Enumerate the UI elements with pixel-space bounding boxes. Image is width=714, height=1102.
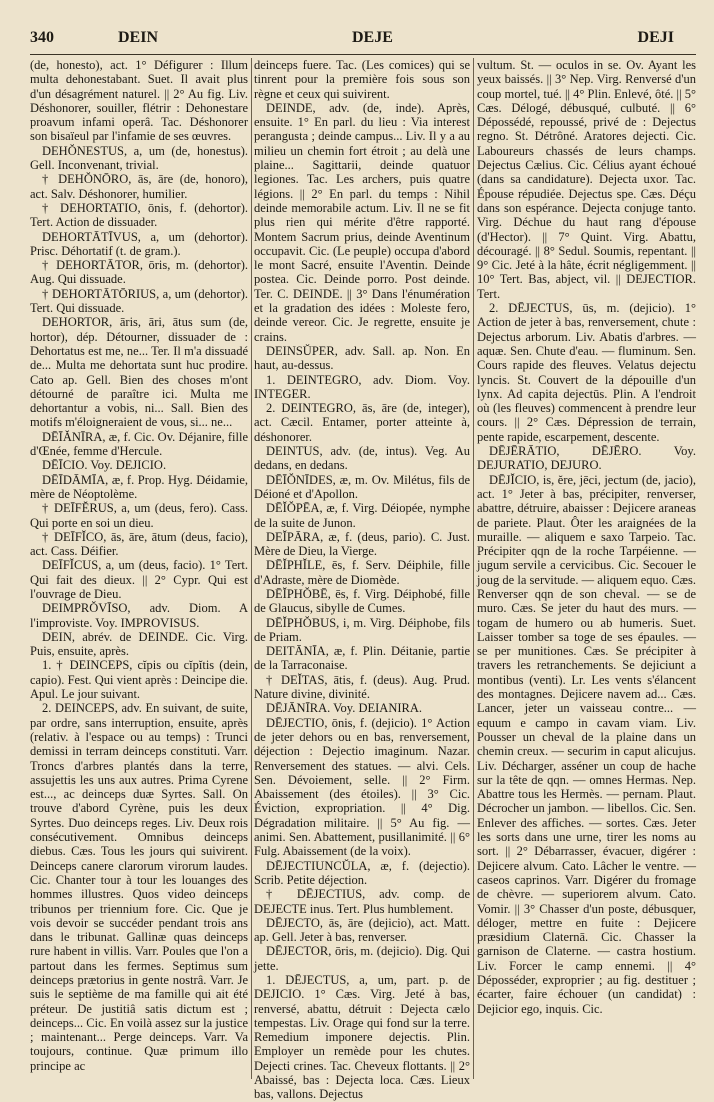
dictionary-entry: DĒJĬCIO, is, ĕre, jēci, jectum (de, jacio), act. 1° Jeter à bas, précipiter, renverser, abattre, détruire, abaisser : Dejicere araneas de pariete. Plaut. Ôter les araignées de la muraille. — aliquem e saxo Tarpeio. Tac. Précipiter qqn de la roche Tarpéienne. — jugum servile a cervicibus. Cic. Secouer le joug de la servitude. — aliquem equo. Cæs. Renverser qqn de son cheval. — se de muro. Cæs. Se jeter du haut des murs. — togam de humero ou ab humeris. Suet. Laisser tomber sa toge de ses épaules. — se per munitiones. Cæs. Se précipiter à travers les retranchements. Se dejiciunt a montibus (venti). Lr. Les vents s'élancent des montagnes. Dejicere navem ad... Cæs. Lancer, jeter un vaisseau contre... — equum e campo in cavam viam. Liv. Pousser un cheval de la plaine dans un chemin creux. — securim in caput alicujus. Liv. Décharger, asséner un coup de hache sur la tête de qqn. — omnes Hermas. Nep. Abattre tous les Hermès. — pernam. Plaut. Décrocher un jambon. — libellos. Cic. Sen. Enlever des affiches. — sortes. Cæs. Jeter les sorts dans une urne, tirer les noms au sort. || 2° Débarrasser, évacuer, digérer : Dejicere alvum. Cato. Lâcher le ventre. — caseos caprinos. Varr. Digérer du fromage de chèvre. — superiorem alvum. Cato. Vomir. || 3° Chasser d'un poste, débusquer, déloger, mettre en fuite : Dejicere præsidium Claternā. Cic. Chasser la garnison de Claterne. — castra hostium. Liv. Forcer le camp ennemi. || 4° Déposséder, exproprier ; au fig. destituer ; écarter, faire échouer (un candidat) : Dejicior ego, inquis. Cic. xyxy=(477,472,696,1016)
column-right xyxy=(477,58,696,1078)
dictionary-entry: DEĪFĬCUS, a, um (deus, facio). 1° Tert. Qui fait des dieux. || 2° Cypr. Qui est l'ouvrage de Dieu. xyxy=(30,558,248,601)
dictionary-entry: 2. DĒJECTUS, ūs, m. (dejicio). 1° Action de jeter à bas, renversement, chute : Dejectus arborum. Liv. Abatis d'arbres. — aquæ. Sen. Chute d'eau. — fluminum. Sen. Cours rapide des fleuves. Velatus dejectu lyncis. St. Couvert de la dépouille d'un lynx. Ad capita dejectūs. Plin. A l'endroit où (les fleuves) commencent à prendre leur cours. || 2° Cæs. Dépression de terrain, pente rapide, escarpement, descente. xyxy=(477,301,696,444)
dictionary-entry: DĒĬPHĬLE, ēs, f. Serv. Déiphile, fille d'Adraste, mère de Diomède. xyxy=(254,558,470,587)
dictionary-entry: 1. DEINTEGRO, adv. Diom. Voy. INTEGER. xyxy=(254,372,470,401)
dictionary-entry: † DEĬTAS, ātis, f. (deus). Aug. Prud. Nature divine, divinité. xyxy=(254,672,470,702)
dictionary-entry: DĒĬPHŎBĒ, ēs, f. Virg. Déiphobé, fille de Glaucus, sibylle de Cumes. xyxy=(254,586,470,616)
dictionary-entry: DĒJĒRĀTIO, DĒJĒRO. Voy. DEJURATIO, DEJURO. xyxy=(477,444,696,473)
column-middle xyxy=(254,58,470,1102)
dictionary-entry: DEHORTOR, āris, āri, ātus sum (de, hortor), dép. Détourner, dissuader de : Dehortatus est me, ne... Ter. Il m'a dissuadé de... Multa me dehortata sunt huc prodire. Cato ap. Gell. Bien des choses m'ont détourné de paraître ici. Multa me dehortantur a vobis, ni... Sall. Bien des motifs m'éloigneraient de vous, si... ne... xyxy=(30,315,248,430)
column-divider xyxy=(251,58,252,1079)
dictionary-entry: DEĬPĀRA, æ, f. (deus, pario). C. Just. Mère de Dieu, la Vierge. xyxy=(254,529,470,559)
column-left xyxy=(30,58,248,1078)
dictionary-entry: DĒĬPHŎBUS, i, m. Virg. Déiphobe, fils de Priam. xyxy=(254,615,470,644)
dictionary-entry: 1. DĒJECTUS, a, um, part. p. de DEJICIO. 1° Cæs. Virg. Jeté à bas, renversé, abattu, détruit : Dejecta cælo tempestas. Liv. Orage qui fond sur la terre. Remedium imponere dejectis. Plin. Employer un remède pour les chutes. Dejecti crines. Tac. Cheveux flottants. || 2° Abaissé, bas : Dejecta loca. Cæs. Lieux bas, vallons. Dejectus xyxy=(254,973,470,1102)
dictionary-entry: DĒJECTO, ās, āre (dejicio), act. Matt. ap. Gell. Jeter à bas, renverser. xyxy=(254,915,470,945)
dictionary-entry: DEIN, abrév. de DEINDE. Cic. Virg. Puis, ensuite, après. xyxy=(30,629,248,659)
dictionary-entry: DĒJECTIUNCŬLA, æ, f. (dejectio). Scrib. Petite déjection. xyxy=(254,858,470,887)
header-rule xyxy=(30,54,696,55)
dictionary-entry: DEHORTĀTĪVUS, a, um (dehortor). Prisc. Déhortatif (t. de gram.). xyxy=(30,229,248,258)
dictionary-entry: DĒĪCIO. Voy. DEJICIO. xyxy=(42,458,167,473)
dictionary-entry: vultum. St. — oculos in se. Ov. Ayant les yeux baissés. || 3° Nep. Virg. Renversé d'un coup mortel, tué. || 4° Plin. Enlevé, ôté. || 5° Cæs. Délogé, débusqué, culbuté. || 6° Dépossédé, repoussé, privé de : Dejectus regno. St. Détrôné. Aratores dejecti. Cic. Laboureurs chassés de leurs champs. Dejectus Cælius. Cic. Célius ayant échoué (dans sa candidature). Dejecta uxor. Tac. Épouse répudiée. Dejectus spe. Cæs. Déçu dans son espérance. Dejecta conjuge tanto. Virg. Déchue du haut rang d'épouse (d'Hector). || 7° Quint. Virg. Abattu, découragé. || 8° Sedul. Soumis, repentant. || 9° Cic. Jeté à la hâte, écrit négligemment. || 10° Tert. Bas, abject, vil. || DEJECTIOR. Tert. xyxy=(477,58,696,301)
dictionary-entry: DEITĀNĪA, æ, f. Plin. Déitanie, partie de la Tarraconaise. xyxy=(254,644,470,673)
dictionary-entry: 1. † DEINCEPS, cĭpis ou cĭpĭtis (dein, capio). Fest. Qui vient après : Deincipe die. Apul. Le jour suivant. xyxy=(30,658,248,702)
dictionary-entry: DEINDE, adv. (de, inde). Après, ensuite. 1° En parl. du lieu : Via interest perangusta ; deinde campus... Liv. Il y a au milieu un chemin fort étroit ; au delà une plaine... Sagittarii, deinde quatuor legiones. Tac. Les archers, puis quatre légions. || 2° En parl. du temps : Nihil deinde memorabile actum. Liv. Il ne se fit plus rien qui mérite d'être rapporté. Montem Sacrum prius, deinde Aventinum occupavit. Cic. (Le peuple) occupa d'abord le mont Sacré, ensuite l'Aventin. Deinde postea. Cic. Deinde porro. Post deinde. Ter. C. DEINDE. || 3° Dans l'énumération et la gradation des idées : Moleste fero, deinde vereor. Cic. Je regrette, ensuite je crains. xyxy=(254,100,470,344)
dictionary-entry: † DEĪFĔRUS, a, um (deus, fero). Cass. Qui porte en soi un dieu. xyxy=(30,501,248,530)
guide-word-left: DEIN xyxy=(118,29,159,46)
dictionary-entry: † DEHORTĀTOR, ōris, m. (dehortor). Aug. Qui dissuade. xyxy=(30,258,248,287)
dictionary-entry: † DEĪFĬCO, ās, āre, ātum (deus, facio), act. Cass. Déifier. xyxy=(30,529,248,559)
dictionary-entry: DĒJECTOR, ōris, m. (dejicio). Dig. Qui jette. xyxy=(254,944,470,973)
dictionary-entry: † DEHORTATIO, ōnis, f. (dehortor). Tert. Action de dissuader. xyxy=(30,200,248,230)
dictionary-entry: DEINTUS, adv. (de, intus). Veg. Au dedans, en dedans. xyxy=(254,444,470,473)
dictionary-entry: DEHŎNESTUS, a, um (de, honestus). Gell. Inconvenant, trivial. xyxy=(30,143,248,173)
dictionary-entry: 2. DEINCEPS, adv. En suivant, de suite, par ordre, sans interruption, ensuite, après (relativ. à l'espace ou au temps) : Trunci demissi in terram deinceps constituti. Varr. Troncs d'arbres plantés dans la terre, assujettis les uns aux autres. Prima Cyrene est..., ac deinceps duæ Syrtes. Sall. On trouve d'abord Cyrène, puis les deux Syrtes. Duo deinceps reges. Liv. Deux rois consécutivement. Omnibus deinceps diebus. Cæs. Tous les jours qui suivirent. Deinceps canere clarorum virorum laudes. Cic. Chanter tour à tour les louanges des hommes illustres. Quos video deinceps tribunos per triennium fore. Cic. Que je vois devoir se succéder pendant trois ans dans le tribunat. Gallinæ quas deinceps rure habent in villis. Varr. Poules que l'on a partout dans les fermes. Septimus sum deinceps prætorius in gente nostrâ. Varr. Je suis le septième de ma famille qui ait été préteur. De justitiâ satis dictum est ; deinceps... Cic. En voilà assez sur la justice ; maintenant... Perge deinceps. Varr. Va toujours, continue. Quæ primum illo principe ac xyxy=(30,701,248,1073)
guide-word-right: DEJI xyxy=(637,29,674,46)
dictionary-entry: DĒĬŎPĒA, æ, f. Virg. Déiopée, nymphe de la suite de Junon. xyxy=(254,501,470,530)
dictionary-entry: † DĒJECTIUS, adv. comp. de DEJECTE inus. Tert. Plus humblement. xyxy=(254,887,470,916)
page-number: 340 xyxy=(30,29,54,46)
dictionary-entry: † DEHŎNŌRO, ās, āre (de, honoro), act. Salv. Déshonorer, humilier. xyxy=(30,172,248,201)
dictionary-entry: (de, honesto), act. 1° Défigurer : Illum multa dehonestabant. Suet. Il avait plus d'un désagrément naturel. || 2° Au fig. Liv. Déshonorer, souiller, flétrir : Dehonestare proavum infami operâ. Tac. Déshonorer son bisaïeul par l'infamie de ses œuvres. xyxy=(30,58,248,144)
dictionary-entry: DĒJECTIO, ōnis, f. (dejicio). 1° Action de jeter dehors ou en bas, renversement, déjection : Dejectio imaginum. Nazar. Renversement des statues. — alvi. Cels. Sen. Dévoiement, selle. || 2° Firm. Abaissement (des étoiles). || 3° Cic. Éviction, expropriation. || 4° Dig. Dégradation militaire. || 5° Au fig. — animi. Sen. Abattement, pusillanimité. || 6° Fulg. Abaissement (de la voix). xyxy=(254,715,470,859)
dictionary-entry: 2. DEINTEGRO, ās, āre (de, integer), act. Cæcil. Entamer, porter atteinte à, déshonorer. xyxy=(254,401,470,444)
dictionary-entry: DEIMPRŎVĪSO, adv. Diom. A l'improviste. Voy. IMPROVISUS. xyxy=(30,601,248,630)
guide-word-center: DEJE xyxy=(352,29,393,46)
dictionary-entry: deinceps fuere. Tac. (Les comices) qui se tinrent pour la première fois sous son règne et ceux qui suivirent. xyxy=(254,58,470,101)
dictionary-entry: DĒJĀNĪRA. Voy. DEIANIRA. xyxy=(266,701,423,716)
dictionary-entry: DĒĪDĀMĪA, æ, f. Prop. Hyg. Déidamie, mère de Néoptolème. xyxy=(30,472,248,501)
dictionary-entry: DĒĪĂNĪRA, æ, f. Cic. Ov. Déjanire, fille d'Œnée, femme d'Hercule. xyxy=(30,429,248,459)
dictionary-entry: DĒĪŎNĪDES, æ, m. Ov. Milétus, fils de Déioné et d'Apollon. xyxy=(254,472,470,501)
dictionary-entry: † DEHORTĀTŌRIUS, a, um (dehortor). Tert. Qui dissuade. xyxy=(30,286,248,316)
dictionary-entry: DEINSŬPER, adv. Sall. ap. Non. En haut, au-dessus. xyxy=(254,343,470,373)
running-header xyxy=(30,29,696,51)
column-divider xyxy=(473,58,474,1079)
